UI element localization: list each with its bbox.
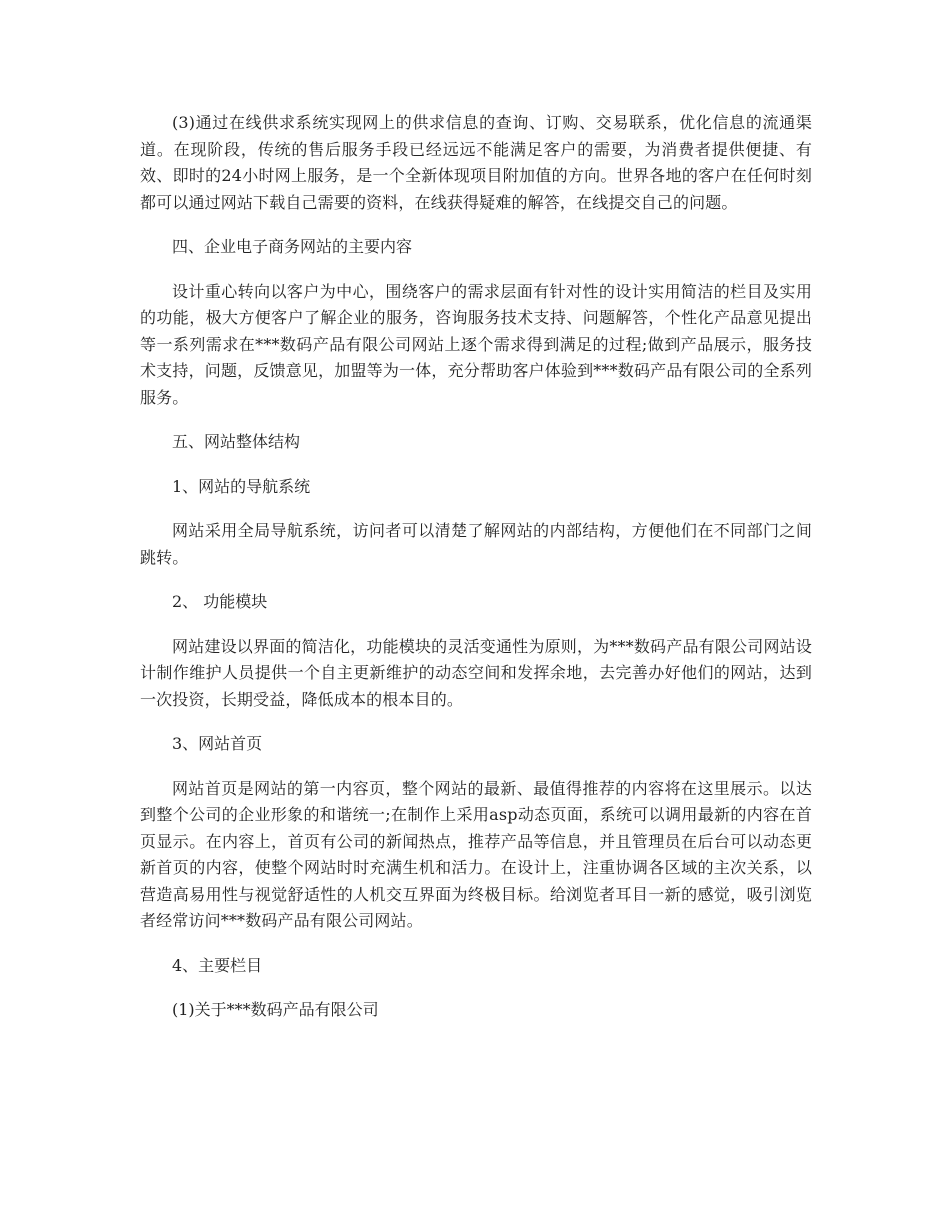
subheading-navigation-system: 1、网站的导航系统 [172,476,311,496]
subheading-function-modules: 2、 功能模块 [172,592,268,611]
paragraph-function-modules: 网站建设以界面的简洁化，功能模块的灵活变通性为原则，为***数码产品有限公司网站设计制作维护人员提供一个自主更新维护的动态空间和发挥余地，去完善办好他们的网站，达到一次投资，长期受益，降低成本的根本目的。 [140,636,812,709]
section-heading-main-content: 四、企业电子商务网站的主要内容 [172,237,413,256]
document-page [140,110,812,1042]
subheading-main-columns: 4、主要栏目 [172,955,263,975]
paragraph-navigation-system: 网站采用全局导航系统，访问者可以清楚了解网站的内部结构，方便他们在不同部门之间跳转。 [140,521,812,567]
subheading-home-page: 3、网站首页 [172,734,263,753]
paragraph-online-supply-system: (3)通过在线供求系统实现网上的供求信息的查询、订购、交易联系，优化信息的流通渠道。在现阶段，传统的售后服务手段已经远远不能满足客户的需要，为消费者提供便捷、有效、即时的24小时网上服务，是一个全新体现项目附加值的方向。世界各地的客户在任何时刻都可以通过网站下载自己需要的资料，在线获得疑难的解答，在线提交自己的问题。 [140,113,812,212]
subheading-about-company: (1)关于***数码产品有限公司 [172,1000,379,1019]
section-heading-site-structure: 五、网站整体结构 [172,432,301,451]
paragraph-customer-centered-design: 设计重心转向以客户为中心，围绕客户的需求层面有针对性的设计实用简洁的栏目及实用的功能，极大方便客户了解企业的服务，咨询服务技术支持、问题解答，个性化产品意见提出等一系列需求在***数码产品有限公司网站上逐个需求得到满足的过程;做到产品展示，服务技术支持，问题，反馈意见，加盟等为一体，充分帮助客户体验到***数码产品有限公司的全系列服务。 [140,281,812,407]
paragraph-home-page: 网站首页是网站的第一内容页，整个网站的最新、最值得推荐的内容将在这里展示。以达到整个公司的企业形象的和谐统一;在制作上采用asp动态页面，系统可以调用最新的内容在首页显示。在内容上，首页有公司的新闻热点，推荐产品等信息，并且管理员在后台可以动态更新首页的内容，使整个网站时时充满生机和活力。在设计上，注重协调各区域的主次关系，以营造高易用性与视觉舒适性的人机交互界面为终极目标。给浏览者耳目一新的感觉，吸引浏览者经常访问***数码产品有限公司网站。 [140,778,812,930]
